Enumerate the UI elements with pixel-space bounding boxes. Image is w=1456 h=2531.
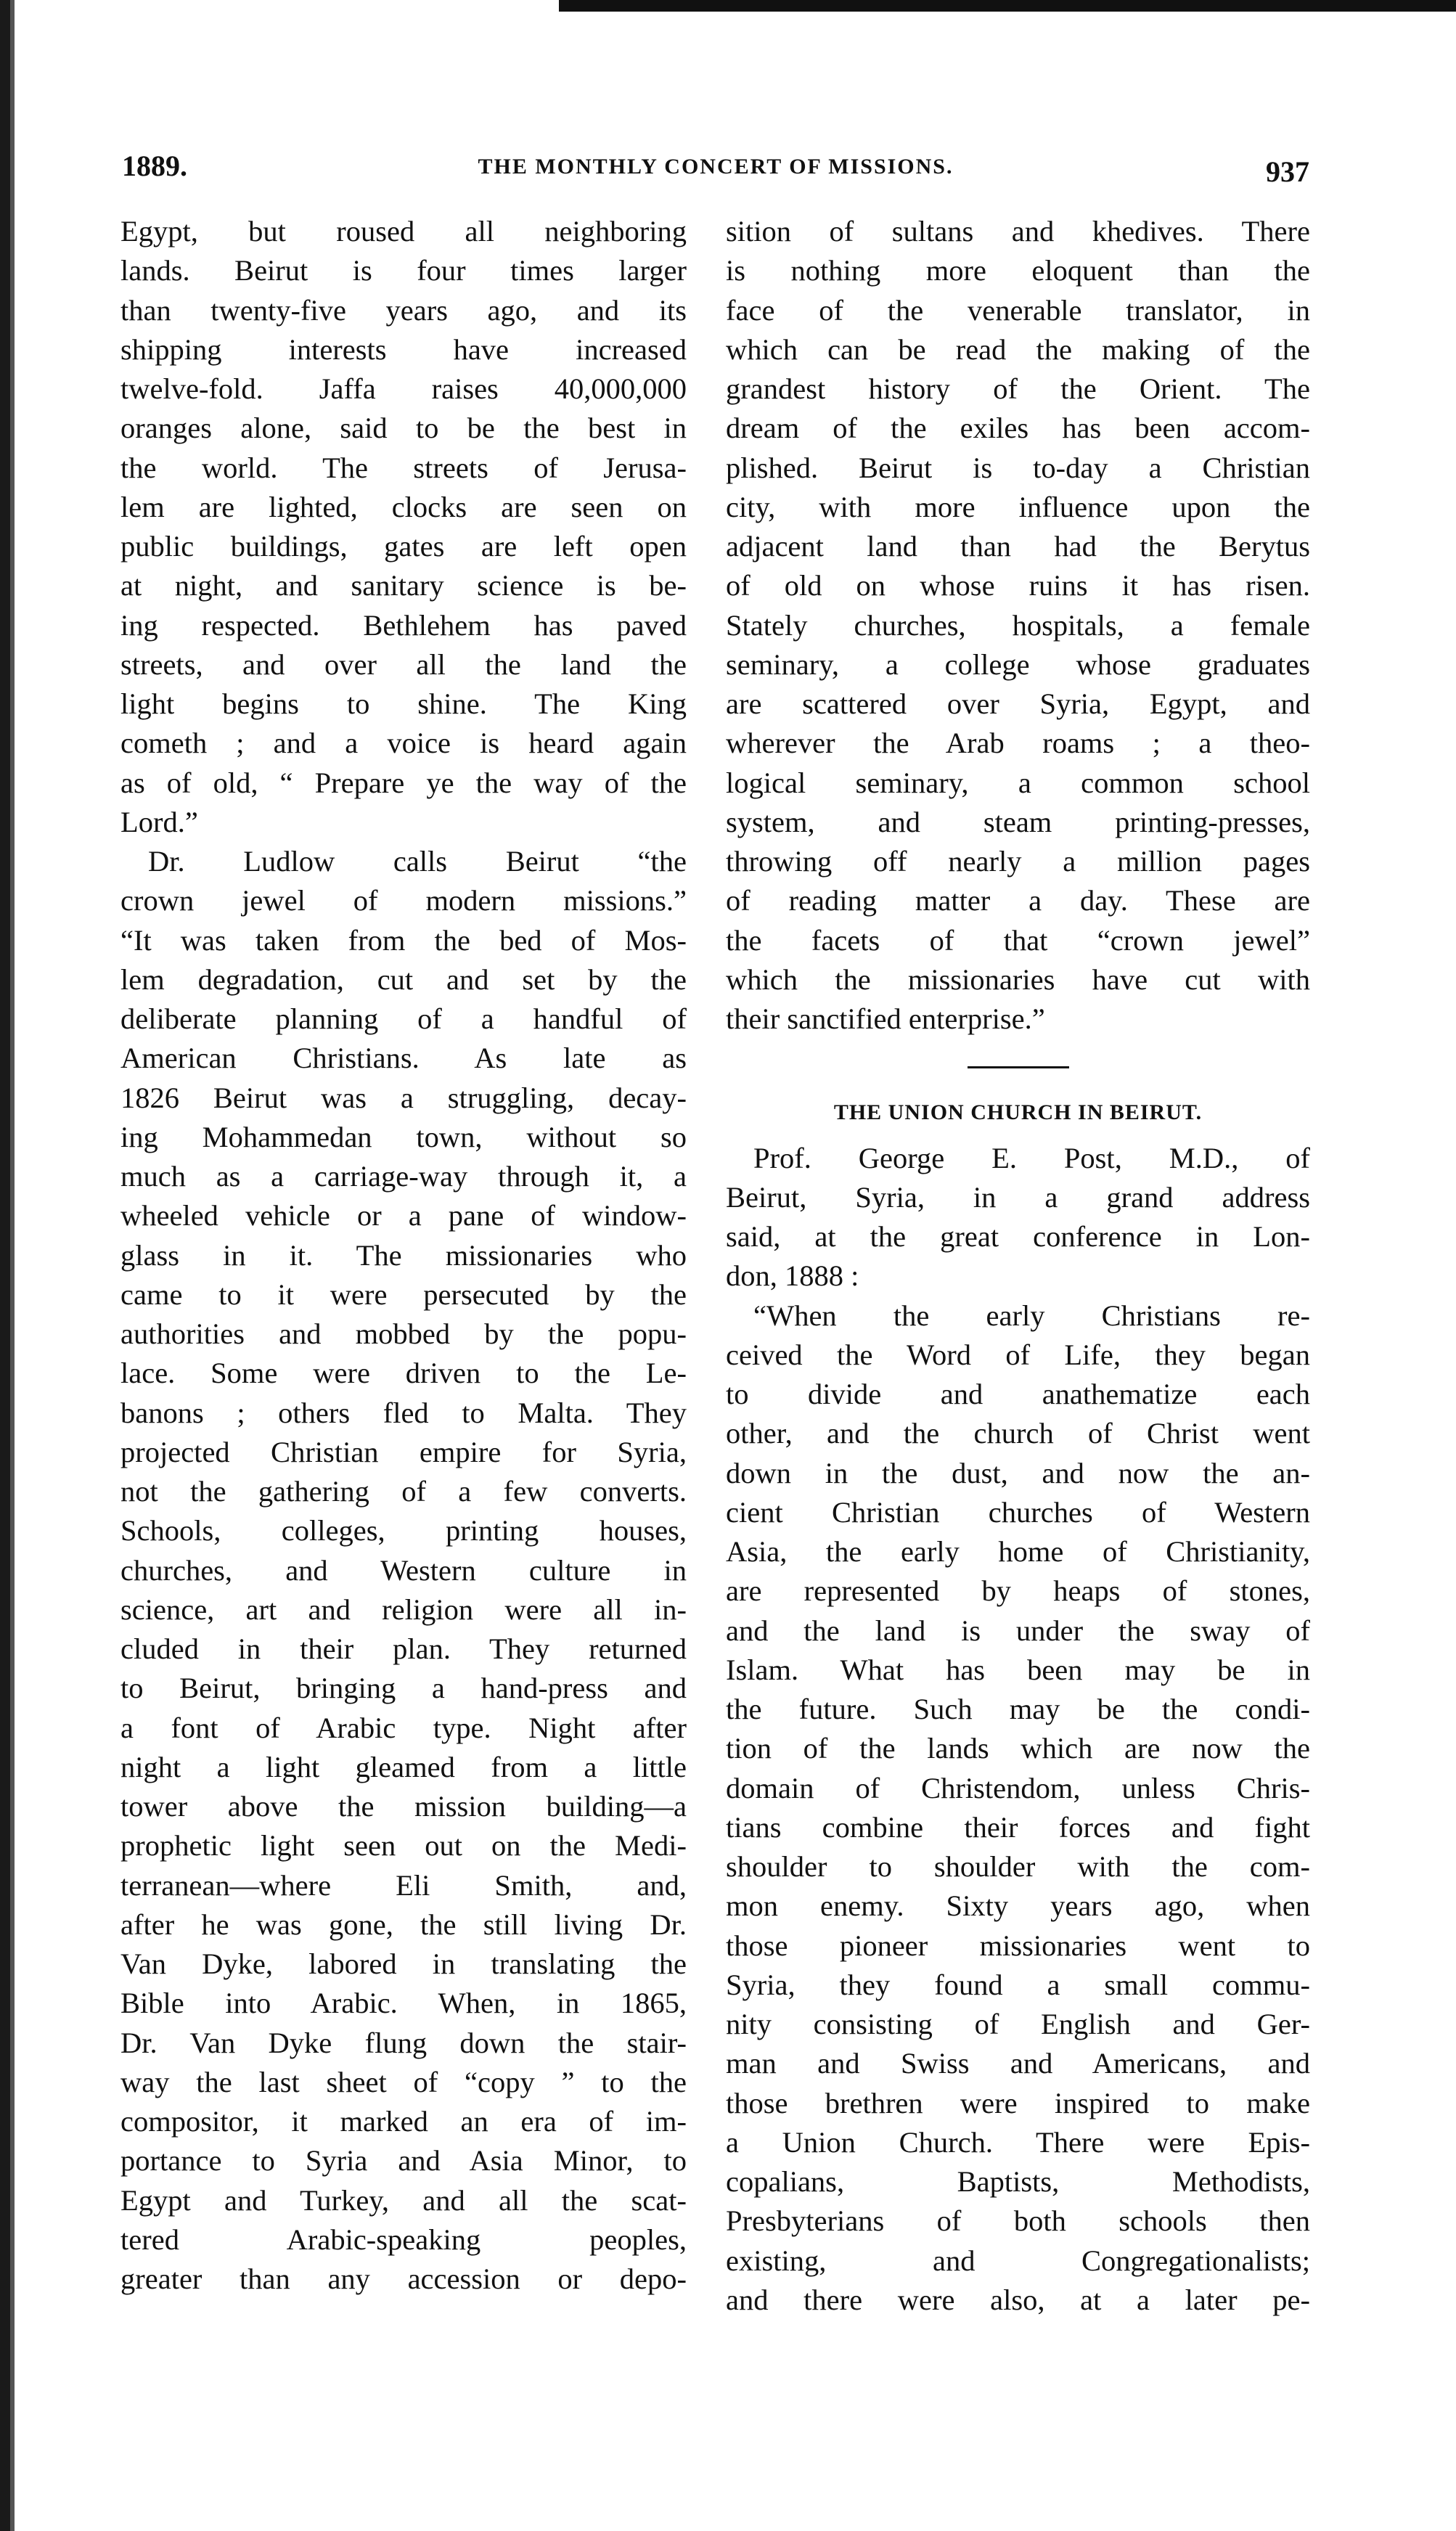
text-line: system, and steam printing-presses, [726, 805, 1310, 838]
text-line: wheeled vehicle or a pane of window- [120, 1199, 687, 1232]
text-line: twelve-fold. Jaffa raises 40,000,000 [120, 372, 687, 405]
text-line: to Beirut, bringing a hand-press and [120, 1672, 687, 1705]
text-line: copalians, Baptists, Methodists, [726, 2165, 1310, 2198]
text-line: ing Mohammedan town, without so [120, 1120, 687, 1153]
text-line: “It was taken from the bed of Mos- [120, 923, 687, 957]
text-line: science, art and religion were all in- [120, 1592, 687, 1626]
text-line: not the gathering of a few converts. [120, 1475, 687, 1508]
text-line: greater than any accession or depo- [120, 2262, 687, 2295]
text-line: of reading matter a day. These are [726, 884, 1310, 917]
text-line: Egypt and Turkey, and all the scat- [120, 2183, 687, 2217]
text-line: sition of sultans and khedives. There [726, 215, 1310, 248]
text-line: of old on whose ruins it has risen. [726, 569, 1310, 602]
text-line: Van Dyke, labored in translating the [120, 1947, 687, 1980]
text-line: Asia, the early home of Christianity, [726, 1535, 1310, 1568]
text-line: wherever the Arab roams ; a theo- [726, 727, 1310, 760]
text-line: said, at the great conference in Lon- [726, 1220, 1310, 1253]
text-line: the future. Such may be the condi- [726, 1693, 1310, 1725]
text-line: Bible into Arabic. When, in 1865, [120, 1987, 687, 2020]
text-line: don, 1888 : [726, 1259, 859, 1293]
running-header [122, 149, 1309, 200]
text-line: glass in it. The missionaries who [120, 1238, 687, 1272]
left-column [120, 212, 687, 2299]
text-line: to divide and anathematize each [726, 1378, 1310, 1410]
text-line: face of the venerable translator, in [726, 293, 1310, 327]
text-line: after he was gone, the still living Dr. [120, 1908, 687, 1941]
text-line: other, and the church of Christ went [726, 1417, 1310, 1450]
text-line: mon enemy. Sixty years ago, when [726, 1889, 1310, 1923]
text-line: at night, and sanitary science is be- [120, 569, 687, 602]
text-line: lace. Some were driven to the Le- [120, 1357, 687, 1390]
text-line: and the land is under the sway of [726, 1614, 1310, 1647]
text-line: deliberate planning of a handful of [120, 1002, 687, 1035]
text-line: existing, and Congregationalists; [726, 2244, 1310, 2277]
text-line: Lord.” [120, 805, 198, 838]
text-line: those pioneer missionaries went to [726, 1929, 1310, 1962]
text-line: man and Swiss and Americans, and [726, 2047, 1310, 2080]
text-line: light begins to shine. The King [120, 687, 687, 720]
text-line: portance to Syria and Asia Minor, to [120, 2144, 687, 2178]
text-line: American Christians. As late as [120, 1042, 687, 1075]
text-line: throwing off nearly a million pages [726, 845, 1310, 878]
text-line: shoulder to shoulder with the com- [726, 1850, 1310, 1883]
text-line: the facets of that “crown jewel” [726, 923, 1310, 957]
text-line: public buildings, gates are left open [120, 530, 687, 563]
text-line: plished. Beirut is to-day a Christian [726, 451, 1310, 484]
top-border-rule [559, 0, 1456, 12]
text-line: terranean—where Eli Smith, and, [120, 1868, 687, 1902]
text-line: Syria, they found a small commu- [726, 1968, 1310, 2001]
text-line: Presbyterians of both schools then [726, 2204, 1310, 2238]
text-line: city, with more influence upon the [726, 490, 1310, 523]
text-line: lands. Beirut is four times larger [120, 254, 687, 287]
text-line: much as a carriage-way through it, a [120, 1160, 687, 1193]
text-line: the world. The streets of Jerusa- [120, 451, 687, 484]
text-line: a font of Arabic type. Night after [120, 1711, 687, 1744]
text-line: down in the dust, and now the an- [726, 1456, 1310, 1489]
text-line: shipping interests have increased [120, 332, 687, 366]
text-line: came to it were persecuted by the [120, 1277, 687, 1311]
text-line: logical seminary, a common school [726, 766, 1310, 799]
section-divider [968, 1066, 1069, 1068]
right-column [726, 212, 1310, 2320]
text-line: which can be read the making of the [726, 332, 1310, 366]
text-line: a Union Church. There were Epis- [726, 2125, 1310, 2159]
page-left-edge-shadow [10, 0, 15, 2531]
text-line: oranges alone, said to be the best in [120, 412, 687, 445]
text-line: domain of Christendom, unless Chris- [726, 1771, 1310, 1804]
text-line: projected Christian empire for Syria, [120, 1435, 687, 1468]
text-line: lem are lighted, clocks are seen on [120, 490, 687, 523]
text-line: which the missionaries have cut with [726, 962, 1310, 996]
text-line: Schools, colleges, printing houses, [120, 1514, 687, 1547]
text-line: streets, and over all the land the [120, 647, 687, 681]
text-line: lem degradation, cut and set by the [120, 962, 687, 996]
text-line: churches, and Western culture in [120, 1553, 687, 1587]
text-line: cient Christian churches of Western [726, 1495, 1310, 1529]
text-line: ceived the Word of Life, they began [726, 1338, 1310, 1371]
text-line: way the last sheet of “copy ” to the [120, 2065, 687, 2098]
text-line: seminary, a college whose graduates [726, 647, 1310, 681]
text-line: cluded in their plan. They returned [120, 1632, 687, 1665]
text-line: cometh ; and a voice is heard again [120, 727, 687, 760]
text-line: nity consisting of English and Ger- [726, 2008, 1310, 2040]
text-line: Beirut, Syria, in a grand address [726, 1180, 1310, 1214]
page-number: 937 [1266, 155, 1309, 188]
text-line: tered Arabic-speaking peoples, [120, 2223, 687, 2256]
text-line: their sanctified enterprise.” [726, 1002, 1045, 1035]
text-line: tians combine their forces and fight [726, 1810, 1310, 1844]
text-line: those brethren were inspired to make [726, 2086, 1310, 2119]
section-heading: THE UNION CHURCH IN BEIRUT. [833, 1100, 1203, 1125]
text-line: tion of the lands which are now the [726, 1732, 1310, 1765]
text-line: grandest history of the Orient. The [726, 372, 1310, 405]
text-line: adjacent land than had the Berytus [726, 530, 1310, 563]
text-line: banons ; others fled to Malta. They [120, 1396, 687, 1429]
text-line: “When the early Christians re- [753, 1299, 1310, 1332]
text-line: prophetic light seen out on the Medi- [120, 1829, 687, 1863]
text-line: are scattered over Syria, Egypt, and [726, 687, 1310, 720]
text-line: dream of the exiles has been accom- [726, 412, 1310, 445]
text-line: Prof. George E. Post, M.D., of [753, 1141, 1310, 1174]
text-line: are represented by heaps of stones, [726, 1574, 1310, 1608]
page-left-edge [0, 0, 10, 2531]
text-line: authorities and mobbed by the popu- [120, 1317, 687, 1350]
text-line: Dr. Ludlow calls Beirut “the [148, 845, 687, 878]
text-line: Dr. Van Dyke flung down the stair- [120, 2026, 687, 2059]
text-line: than twenty-five years ago, and its [120, 293, 687, 327]
text-line: 1826 Beirut was a struggling, decay- [120, 1081, 687, 1114]
text-line: Egypt, but roused all neighboring [120, 215, 687, 248]
text-line: compositor, it marked an era of im- [120, 2105, 687, 2138]
text-line: ing respected. Bethlehem has paved [120, 608, 687, 642]
text-line: Islam. What has been may be in [726, 1653, 1310, 1686]
header-title: THE MONTHLY CONCERT OF MISSIONS. [478, 155, 954, 179]
text-line: Stately churches, hospitals, a female [726, 608, 1310, 642]
text-line: tower above the mission building—a [120, 1790, 687, 1823]
text-line: as of old, “ Prepare ye the way of the [120, 766, 687, 799]
text-line: crown jewel of modern missions.” [120, 884, 687, 917]
text-line: night a light gleamed from a little [120, 1750, 687, 1783]
text-line: is nothing more eloquent than the [726, 254, 1310, 287]
header-year: 1889. [122, 150, 187, 182]
text-line: and there were also, at a later pe- [726, 2283, 1310, 2316]
